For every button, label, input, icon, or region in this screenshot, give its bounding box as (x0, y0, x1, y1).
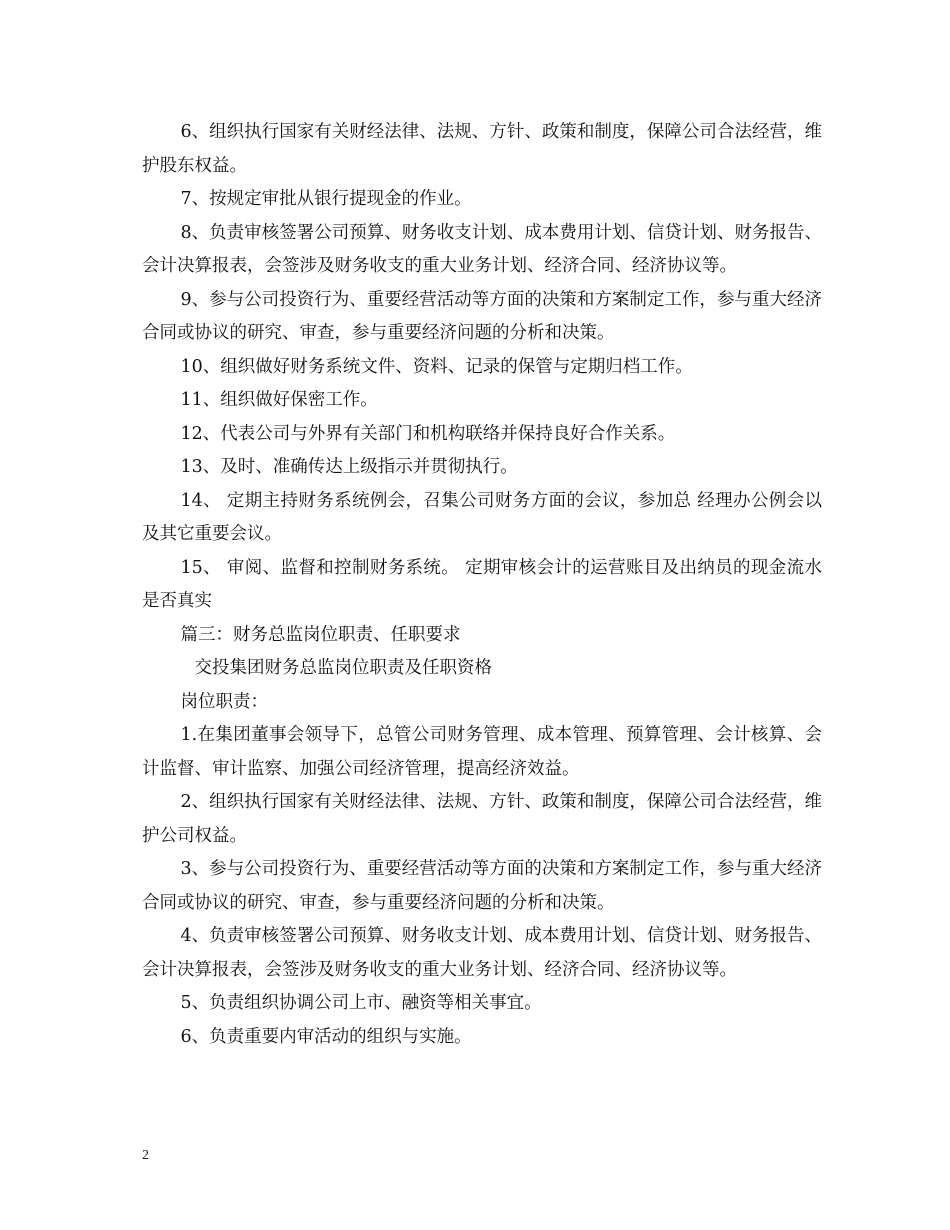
paragraph-item-6-duty: 6、组织执行国家有关财经法律、法规、方针、政策和制度，保障公司合法经营，维护股东权益。 (142, 122, 822, 176)
paragraph-item-15-duty: 15、 审阅、监督和控制财务系统。 定期审核会计的运营账目及出纳员的现金流水是否真实 (142, 557, 822, 611)
paragraph-item-14-duty: 14、 定期主持财务系统例会，召集公司财务方面的会议，参加总 经理办公例会以及其它重要会议。 (142, 490, 822, 544)
paragraph-item-12-duty: 12、代表公司与外界有关部门和机构联络并保持良好合作关系。 (180, 423, 676, 444)
responsibility-item-2: 2、组织执行国家有关财经法律、法规、方针、政策和制度，保障公司合法经营，维护公司权益。 (142, 792, 822, 846)
responsibilities-label: 岗位职责： (180, 691, 268, 712)
paragraph-item-13-duty: 13、及时、准确传达上级指示并贯彻执行。 (180, 457, 518, 477)
responsibility-item-5: 5、负责组织协调公司上市、融资等相关事宜。 (180, 993, 542, 1013)
paragraph-item-9-duty: 9、参与公司投资行为、重要经营活动等方面的决策和方案制定工作，参与重大经济合同或协议的研究、审查，参与重要经济问题的分析和决策。 (142, 289, 822, 343)
responsibility-item-1: 1.在集团董事会领导下，总管公司财务管理、成本管理、预算管理、会计核算、会计监督、审计监察、加强公司经济管理，提高经济效益。 (142, 725, 822, 779)
paragraph-item-11-duty: 11、组织做好保密工作。 (180, 390, 378, 410)
section-heading: 篇三：财务总监岗位职责、任职要求 (180, 624, 461, 645)
responsibility-item-6: 6、负责重要内审活动的组织与实施。 (180, 1026, 472, 1047)
paragraph-item-7-duty: 7、按规定审批从银行提现金的作业。 (180, 189, 472, 209)
section-subtitle: 交投集团财务总监岗位职责及任职资格 (194, 658, 492, 678)
paragraph-item-8-duty: 8、负责审核签署公司预算、财务收支计划、成本费用计划、信贷计划、财务报告、会计决算报表，会签涉及财务收支的重大业务计划、经济合同、经济协议等。 (142, 222, 822, 276)
page-number: 2 (142, 1148, 149, 1163)
paragraph-item-10-duty: 10、组织做好财务系统文件、资料、记录的保管与定期归档工作。 (180, 356, 693, 377)
document-body (142, 116, 822, 1054)
responsibility-item-4: 4、负责审核签署公司预算、财务收支计划、成本费用计划、信贷计划、财务报告、会计决算报表，会签涉及财务收支的重大业务计划、经济合同、经济协议等。 (142, 926, 822, 980)
responsibility-item-3: 3、参与公司投资行为、重要经营活动等方面的决策和方案制定工作，参与重大经济合同或协议的研究、审查，参与重要经济问题的分析和决策。 (142, 859, 822, 913)
